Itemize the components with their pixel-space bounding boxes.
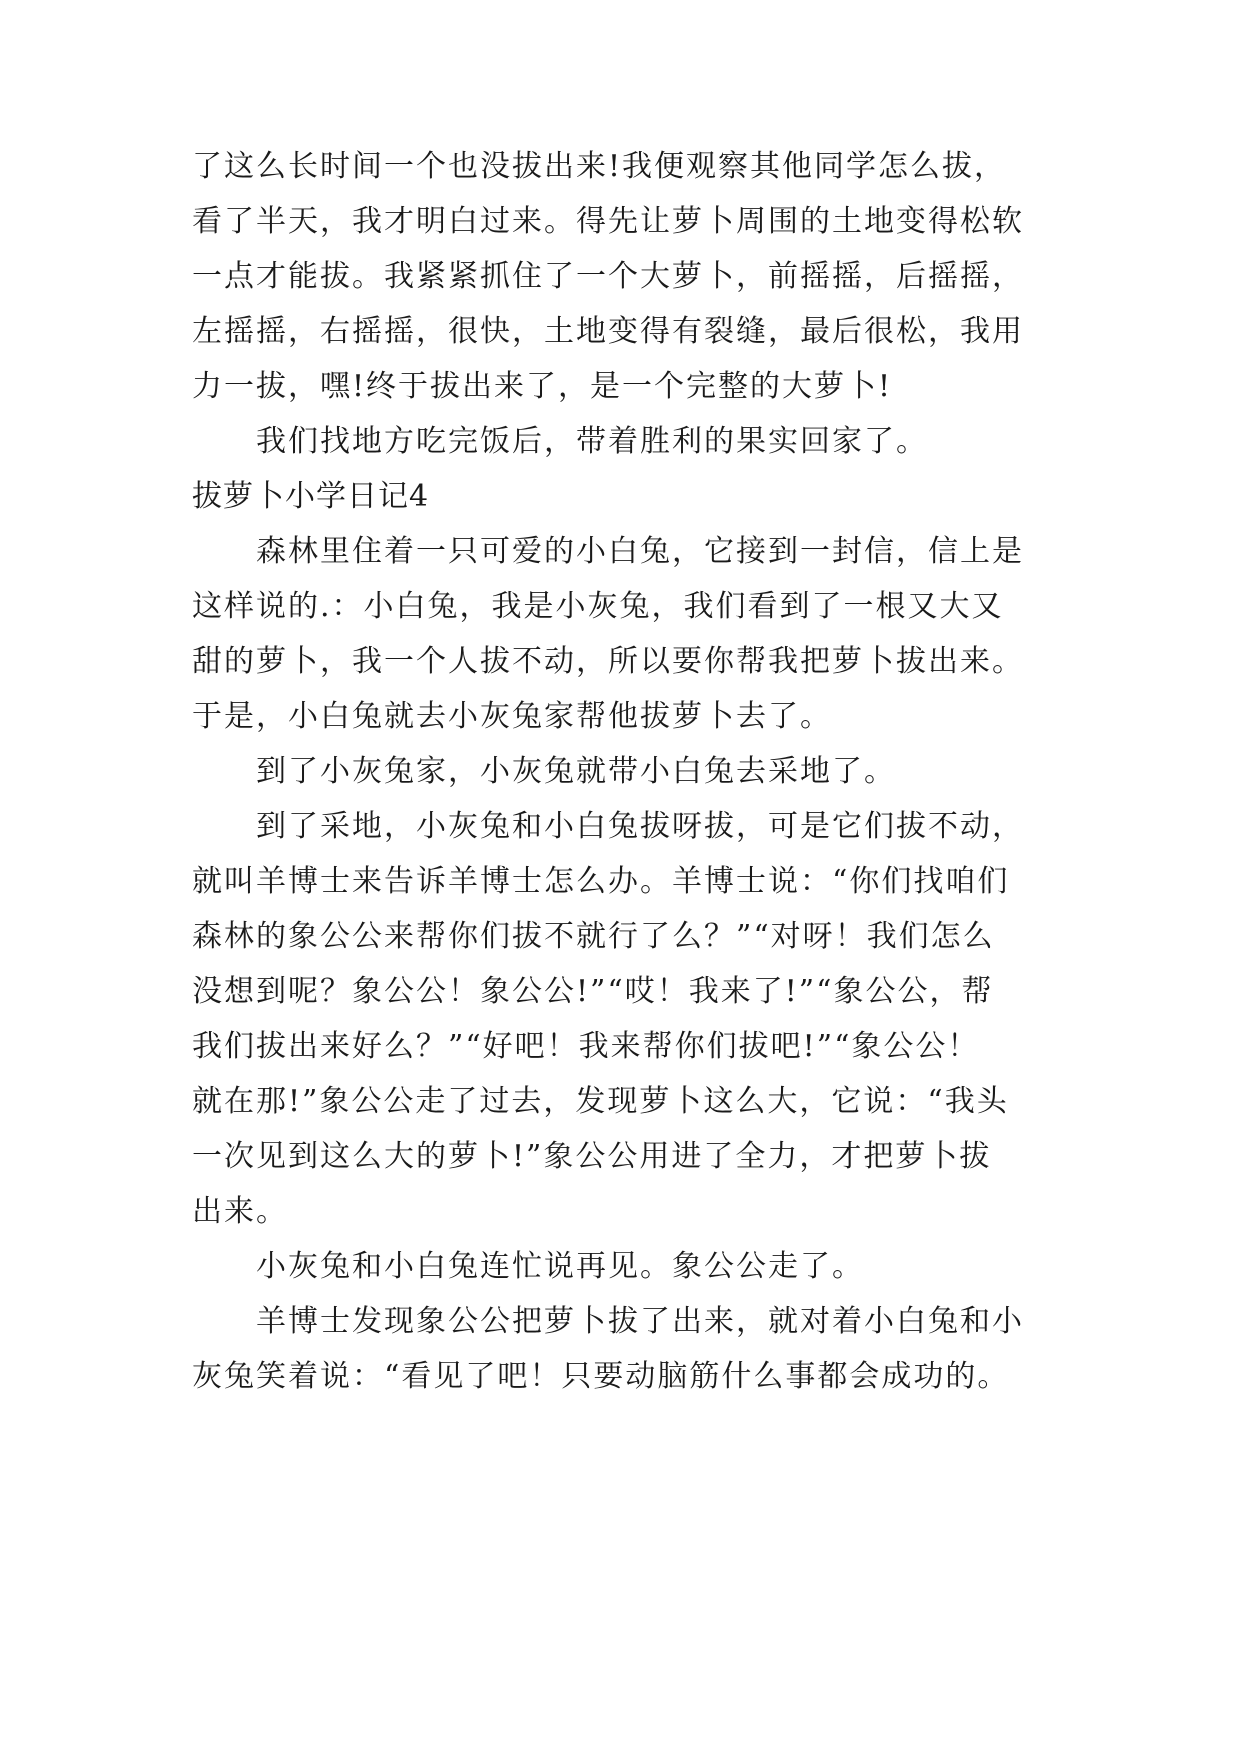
text-line: 一点才能拔。我紧紧抓住了一个大萝卜，前摇摇，后摇摇， (192, 259, 1024, 294)
paragraph-first-line: 我们找地方吃完饭后，带着胜利的果实回家了。 (256, 424, 928, 459)
text-line: 就叫羊博士来告诉羊博士怎么办。羊博士说：“你们找咱们 (192, 864, 1010, 899)
text-line: 就在那!”象公公走了过去，发现萝卜这么大，它说：“我头 (192, 1084, 1009, 1119)
paragraph-first-line: 到了采地，小灰兔和小白兔拔呀拔，可是它们拔不动， (256, 809, 1024, 844)
text-line: 出来。 (192, 1194, 288, 1229)
text-line: 一次见到这么大的萝卜!”象公公用进了全力，才把萝卜拔 (192, 1139, 992, 1174)
text-line: 灰兔笑着说：“看见了吧！只要动脑筋什么事都会成功的。 (192, 1359, 1010, 1394)
paragraph-first-line: 森林里住着一只可爱的小白兔，它接到一封信，信上是 (256, 534, 1024, 569)
text-line: 左摇摇，右摇摇，很快，土地变得有裂缝，最后很松，我用 (192, 314, 1024, 349)
paragraph-first-line: 小灰兔和小白兔连忙说再见。象公公走了。 (256, 1249, 864, 1284)
text-line: 这样说的.：小白兔，我是小灰兔，我们看到了一根又大又 (192, 589, 1004, 624)
text-line: 我们拔出来好么？”“好吧！我来帮你们拔吧!”“象公公！ (192, 1029, 980, 1064)
text-line: 森林的象公公来帮你们拔不就行了么？”“对呀！我们怎么 (192, 919, 995, 954)
text-line: 甜的萝卜，我一个人拔不动，所以要你帮我把萝卜拔出来。 (192, 644, 1024, 679)
text-line: 于是，小白兔就去小灰兔家帮他拔萝卜去了。 (192, 699, 832, 734)
text-line: 了这么长时间一个也没拔出来!我便观察其他同学怎么拔， (192, 149, 1007, 184)
paragraph-first-line: 羊博士发现象公公把萝卜拔了出来，就对着小白兔和小 (256, 1304, 1024, 1339)
section-heading: 拔萝卜小学日记4 (192, 479, 430, 514)
paragraph-first-line: 到了小灰兔家，小灰兔就带小白兔去采地了。 (256, 754, 896, 789)
text-line: 看了半天，我才明白过来。得先让萝卜周围的土地变得松软 (192, 204, 1024, 239)
text-line: 没想到呢？象公公！象公公!”“哎！我来了!”“象公公，帮 (192, 974, 994, 1009)
text-line: 力一拔，嘿!终于拔出来了，是一个完整的大萝卜! (192, 369, 893, 404)
